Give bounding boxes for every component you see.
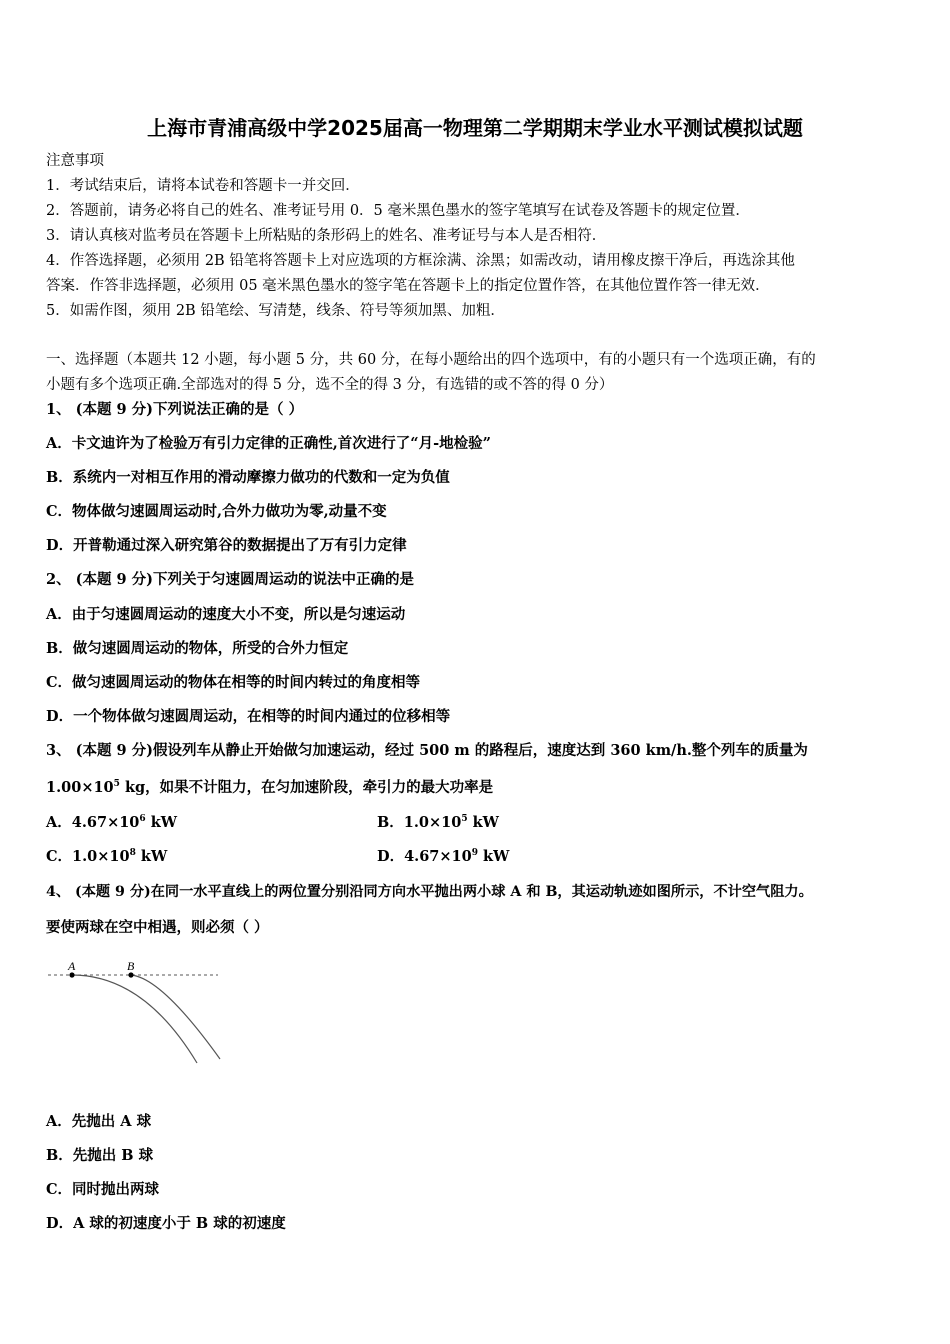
q3-option-c-base: C．1.0×10 [46, 848, 130, 865]
q1-option-a: A．卡文迪许为了检验万有引力定律的正确性,首次进行了“月-地检验” [46, 435, 491, 452]
q3-option-b-base: B．1.0×10 [377, 814, 462, 831]
q2-option-d: D．一个物体做匀速圆周运动，在相等的时间内通过的位移相等 [46, 708, 451, 725]
label-b: B [127, 959, 135, 973]
q3-stem-rest: kg，如果不计阻力，在匀加速阶段，牵引力的最大功率是 [119, 779, 494, 796]
q1-option-d: D．开普勒通过深入研究第谷的数据提出了万有引力定律 [46, 537, 407, 554]
trajectory-figure [44, 956, 224, 1066]
q3-option-c [46, 847, 167, 867]
q1-option-b: B．系统内一对相互作用的滑动摩擦力做功的代数和一定为负值 [46, 469, 450, 486]
notice-item-1: 1．考试结束后，请将本试卷和答题卡一并交回． [46, 178, 360, 194]
section-heading-line1: 一、选择题（本题共 12 小题，每小题 5 分，共 60 分，在每小题给出的四个选项中，有的小题只有一个选项正确，有的 [46, 352, 816, 368]
notice-item-4: 4．作答选择题，必须用 2B 铅笔将答题卡上对应选项的方框涂满、涂黑；如需改动，请用橡皮擦干净后，再选涂其他 [46, 253, 795, 269]
q3-option-a-unit: kW [145, 814, 178, 831]
q3-option-b-exp: 5 [461, 814, 468, 825]
q3-option-c-exp: 8 [129, 848, 136, 859]
notice-item-4-cont: 答案．作答非选择题，必须用 05 毫米黑色墨水的签字笔在答题卡上的指定位置作答，在其他位置作答一律无效． [46, 278, 770, 294]
section-heading-line2: 小题有多个选项正确.全部选对的得 5 分，选不全的得 3 分，有选错的或不答的得 0 分） [46, 377, 614, 393]
q3-option-a-exp: 6 [139, 814, 146, 825]
page-title: 上海市青浦高级中学2025届高一物理第二学期期末学业水平测试模拟试题 [147, 116, 803, 140]
q3-option-a-base: A．4.67×10 [46, 814, 140, 831]
q3-option-b-unit: kW [467, 814, 499, 831]
q2-stem: 2、 (本题 9 分)下列关于匀速圆周运动的说法中正确的是 [46, 571, 415, 588]
q4-stem-line1: 4、 (本题 9 分)在同一水平直线上的两位置分别沿同方向水平抛出两小球 A 和 B，其运动轨迹如图所示，不计空气阻力。 [46, 884, 813, 900]
q4-option-d: D．A 球的初速度小于 B 球的初速度 [46, 1215, 286, 1232]
q4-option-a: A．先抛出 A 球 [46, 1113, 152, 1130]
q3-option-d [377, 847, 509, 867]
q3-option-c-unit: kW [135, 848, 168, 865]
q2-option-a: A．由于匀速圆周运动的速度大小不变，所以是匀速运动 [46, 606, 406, 623]
q3-option-d-base: D．4.67×10 [377, 848, 472, 865]
notice-item-3: 3．请认真核对监考员在答题卡上所粘贴的条形码上的姓名、准考证号与本人是否相符． [46, 228, 607, 244]
ball-a-dot [69, 972, 74, 977]
notice-heading: 注意事项 [46, 153, 104, 169]
q1-option-c: C．物体做匀速圆周运动时,合外力做功为零,动量不变 [46, 503, 387, 520]
q2-option-c: C．做匀速圆周运动的物体在相等的时间内转过的角度相等 [46, 674, 421, 691]
trajectory-a [72, 975, 197, 1063]
q3-option-d-exp: 9 [471, 848, 478, 859]
ball-b-dot [128, 972, 133, 977]
notice-item-5: 5．如需作图，须用 2B 铅笔绘、写清楚，线条、符号等须加黑、加粗． [46, 303, 505, 319]
q4-stem-line2: 要使两球在空中相遇，则必须（ ） [46, 919, 269, 936]
q3-stem-line2 [46, 778, 493, 798]
q4-option-c: C．同时抛出两球 [46, 1181, 160, 1198]
q3-option-b [377, 813, 499, 833]
q2-option-b: B．做匀速圆周运动的物体，所受的合外力恒定 [46, 640, 349, 657]
q3-option-d-unit: kW [477, 848, 510, 865]
trajectory-b [131, 975, 220, 1059]
q3-stem-mass-exp: 5 [113, 779, 120, 790]
q1-stem: 1、 (本题 9 分)下列说法正确的是（ ） [46, 401, 304, 418]
q4-option-b: B．先抛出 B 球 [46, 1147, 154, 1164]
q3-stem-line1: 3、 (本题 9 分)假设列车从静止开始做匀加速运动，经过 500 m 的路程后，速度达到 360 km/h.整个列车的质量为 [46, 742, 808, 759]
notice-item-2: 2．答题前，请务必将自己的姓名、准考证号用 0．5 毫米黑色墨水的签字笔填写在试卷及答题卡的规定位置． [46, 203, 750, 219]
q3-option-a [46, 813, 177, 833]
label-a: A [68, 959, 76, 973]
q3-stem-mass: 1.00×10 [46, 779, 114, 796]
